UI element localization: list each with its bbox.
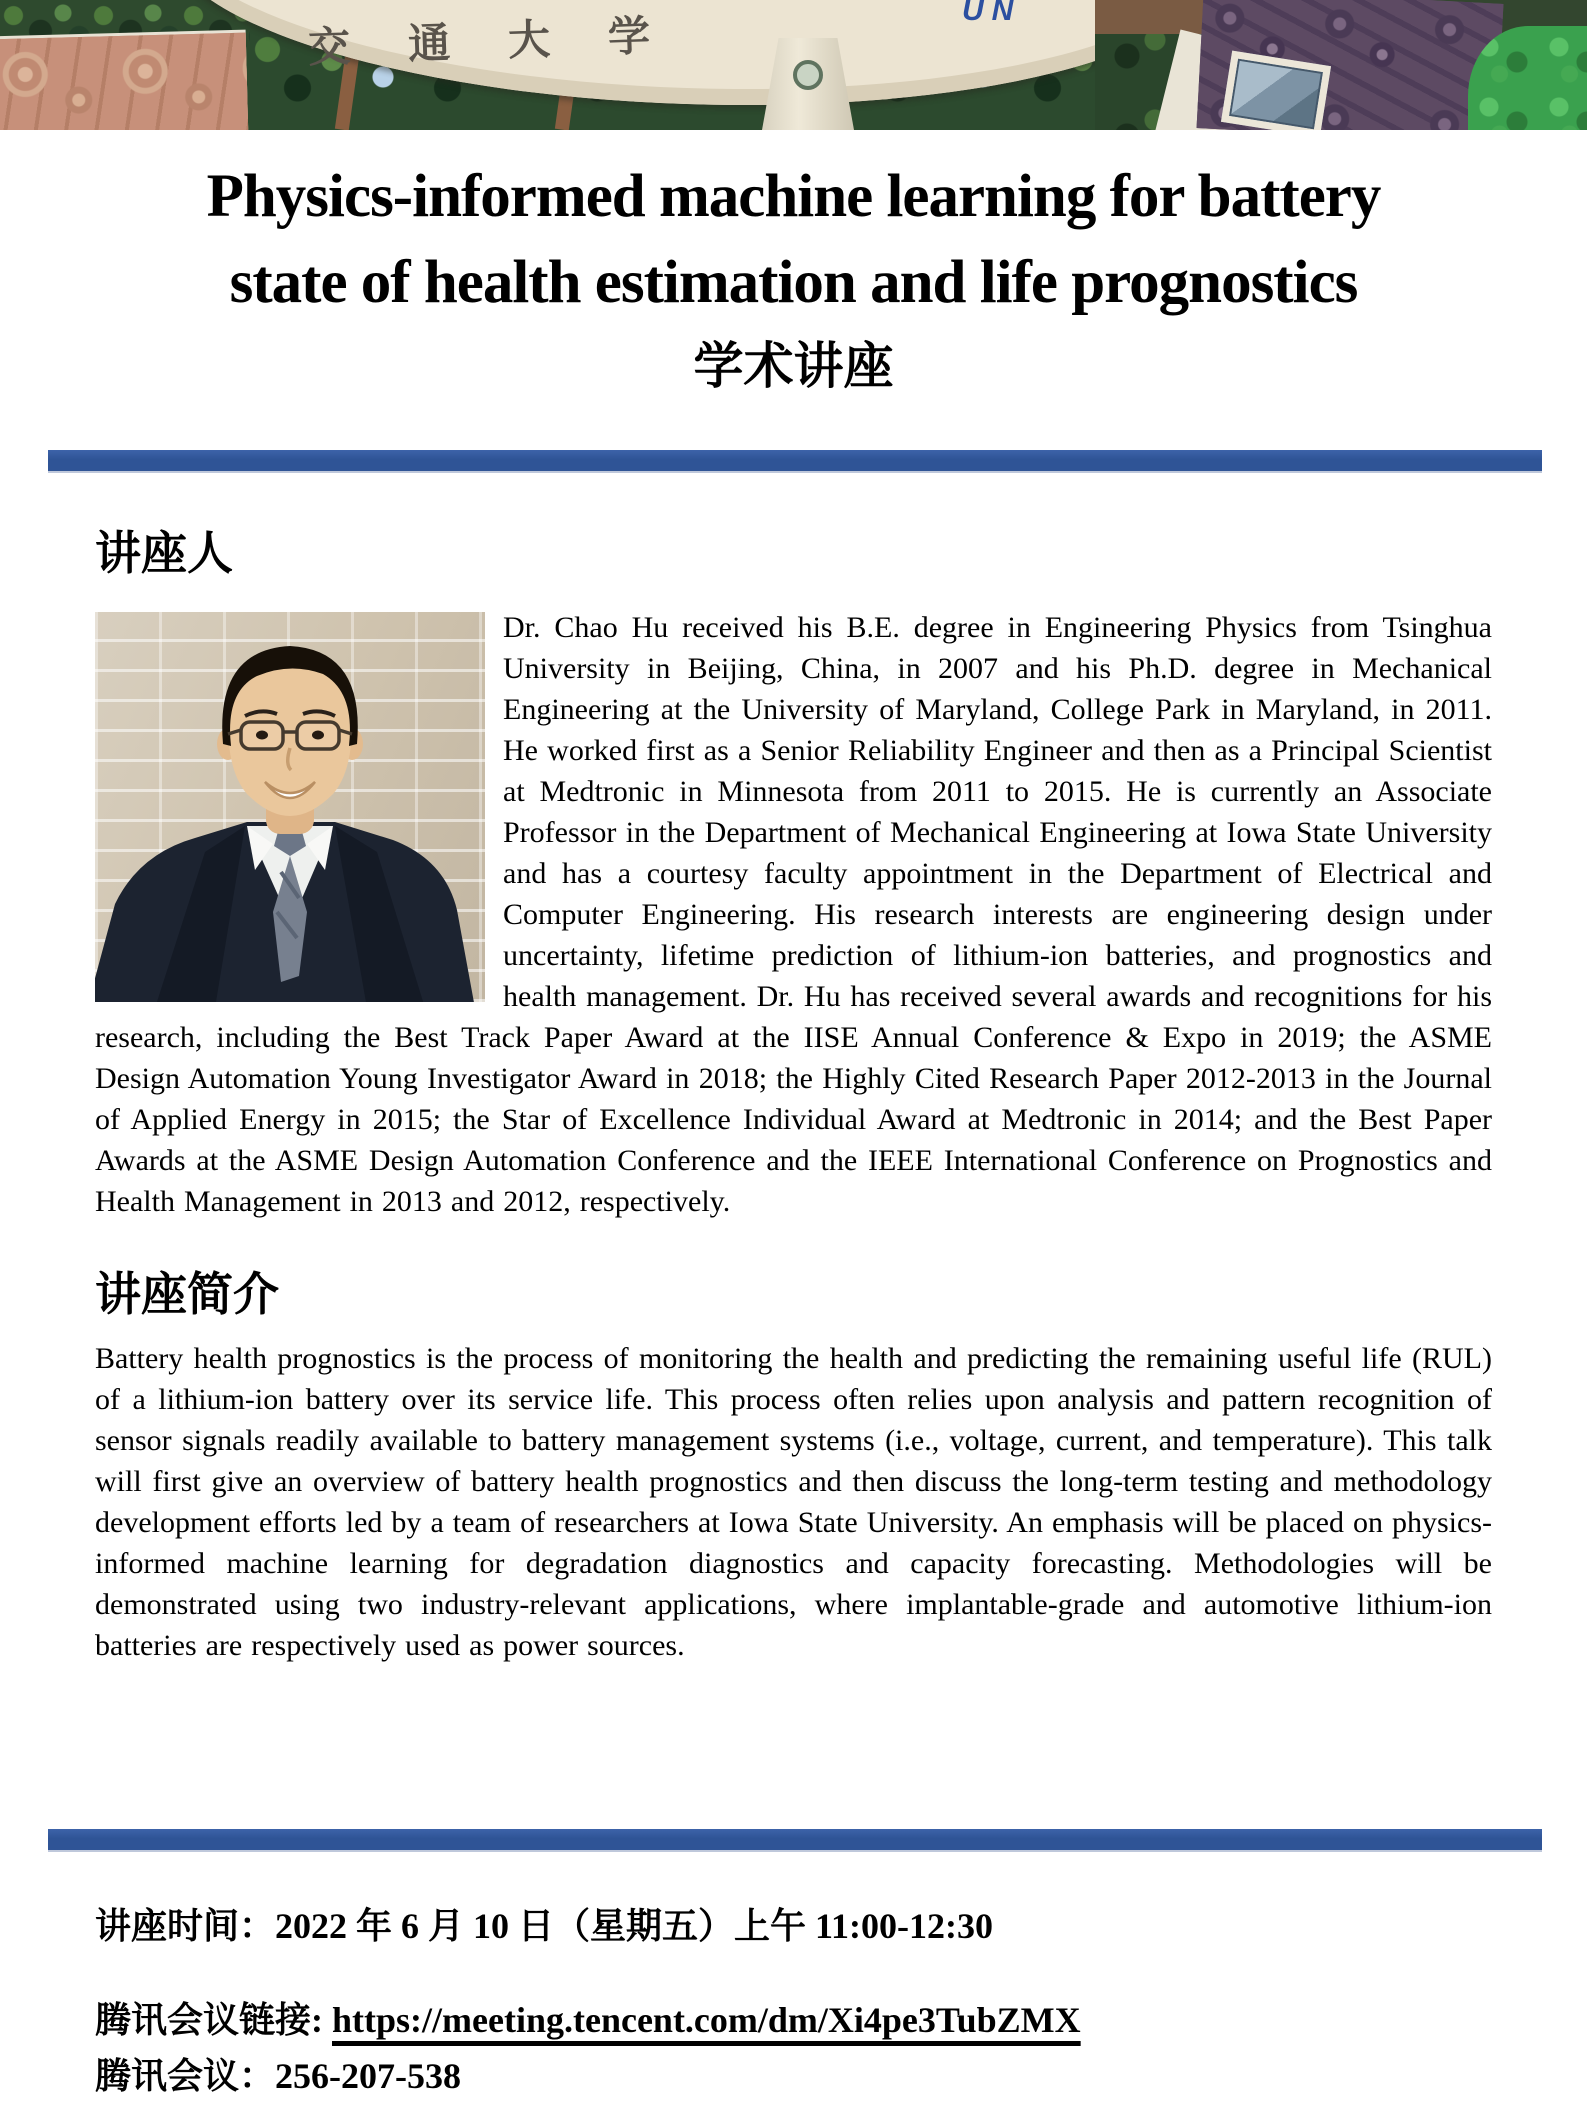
divider-bar-bottom — [48, 1829, 1542, 1850]
meeting-id-label: 腾讯会议： — [95, 2056, 276, 2096]
abstract-text: Battery health prognostics is the process of monitoring the health and predicting the remaining useful life (RUL) of a lithium-ion battery over its service life. This process often relies upon analysis and pattern recognition of sensor signals readily available to battery management systems (i.e., voltage, current, and temperature). This talk will first give an overview of battery health prognostics and then discuss the long-term testing and methodology development efforts led by a team of researchers at Iowa State University. An emphasis will be placed on physics-informed machine learning for degradation diagnostics and capacity forecasting. Methodologies will be demonstrated using two industry-relevant applications, where implantable-grade and automotive lithium-ion batteries are respectively used as power sources. — [95, 1342, 1492, 1662]
brick-relief-sculpture — [0, 33, 248, 130]
speaker-photo — [95, 612, 485, 1002]
university-english-text: UN — [962, 0, 1022, 27]
page-subtitle-cn: 学术讲座 — [693, 338, 894, 394]
title-block — [0, 130, 1587, 402]
lecture-time-line — [95, 1902, 1492, 1950]
page-title-line2: state of health estimation and life prognostics — [229, 249, 1358, 316]
speaker-section-heading: 讲座人 — [95, 527, 233, 579]
lecture-time-label: 讲座时间： — [95, 1906, 276, 1946]
lecture-time-value: 2022 年 6 月 10 日（星期五）上午 11:00-12:30 — [275, 1906, 993, 1946]
divider-bar-top — [48, 450, 1542, 471]
speaker-bio-text: Dr. Chao Hu received his B.E. degree in Engineering Physics from Tsinghua University in Beijing, China, in 2007 and his Ph.D. degree in Mechanical Engineering at the University of Maryland, College Park in Maryland, in 2011. He worked first as a Senior Reliability Engineer and then as a Principal Scientist at Medtronic in Minnesota from 2011 to 2015. He is currently an Associate Professor in the Department of Mechanical Engineering at Iowa State University and has a courtesy faculty appointment in the Department of Electrical and Computer Engineering. His research interests are engineering design under uncertainty, lifetime prediction of lithium-ion batteries, and prognostics and health management. Dr. Hu has received several awards and recognitions for his research, including the Best Track Paper Award at the IISE Annual Conference & Expo in 2019; the ASME Design Automation Young Investigator Award in 2018; the Highly Cited Research Paper 2012-2013 in the Journal of Applied Energy in 2015; the Star of Excellence Individual Award at Medtronic in 2014; and the Best Paper Awards at the ASME Design Automation Conference and the IEEE International Conference on Prognostics and Health Management in 2013 and 2012, respectively. — [95, 611, 1492, 1218]
main-content — [95, 471, 1492, 1666]
meeting-id-value: 256-207-538 — [275, 2056, 461, 2096]
campus-photo-collage — [0, 0, 1587, 130]
gate-emblem — [793, 60, 823, 90]
gate-calligraphy-text: 交通大学 — [307, 10, 709, 71]
page-title-line1: Physics-informed machine learning for battery — [206, 163, 1381, 230]
event-details — [0, 1850, 1587, 2126]
meeting-id-line — [95, 2052, 1492, 2100]
meeting-link-line — [95, 1996, 1492, 2044]
speaker-bio — [95, 607, 1492, 1222]
meeting-link[interactable]: https://meeting.tencent.com/dm/Xi4pe3TubZMX — [332, 2000, 1081, 2040]
speaker-portrait-illustration — [95, 612, 485, 1002]
meeting-link-label: 腾讯会议链接: — [95, 2000, 332, 2040]
abstract-section-heading: 讲座简介 — [95, 1268, 279, 1320]
spacer — [0, 1666, 1587, 1829]
